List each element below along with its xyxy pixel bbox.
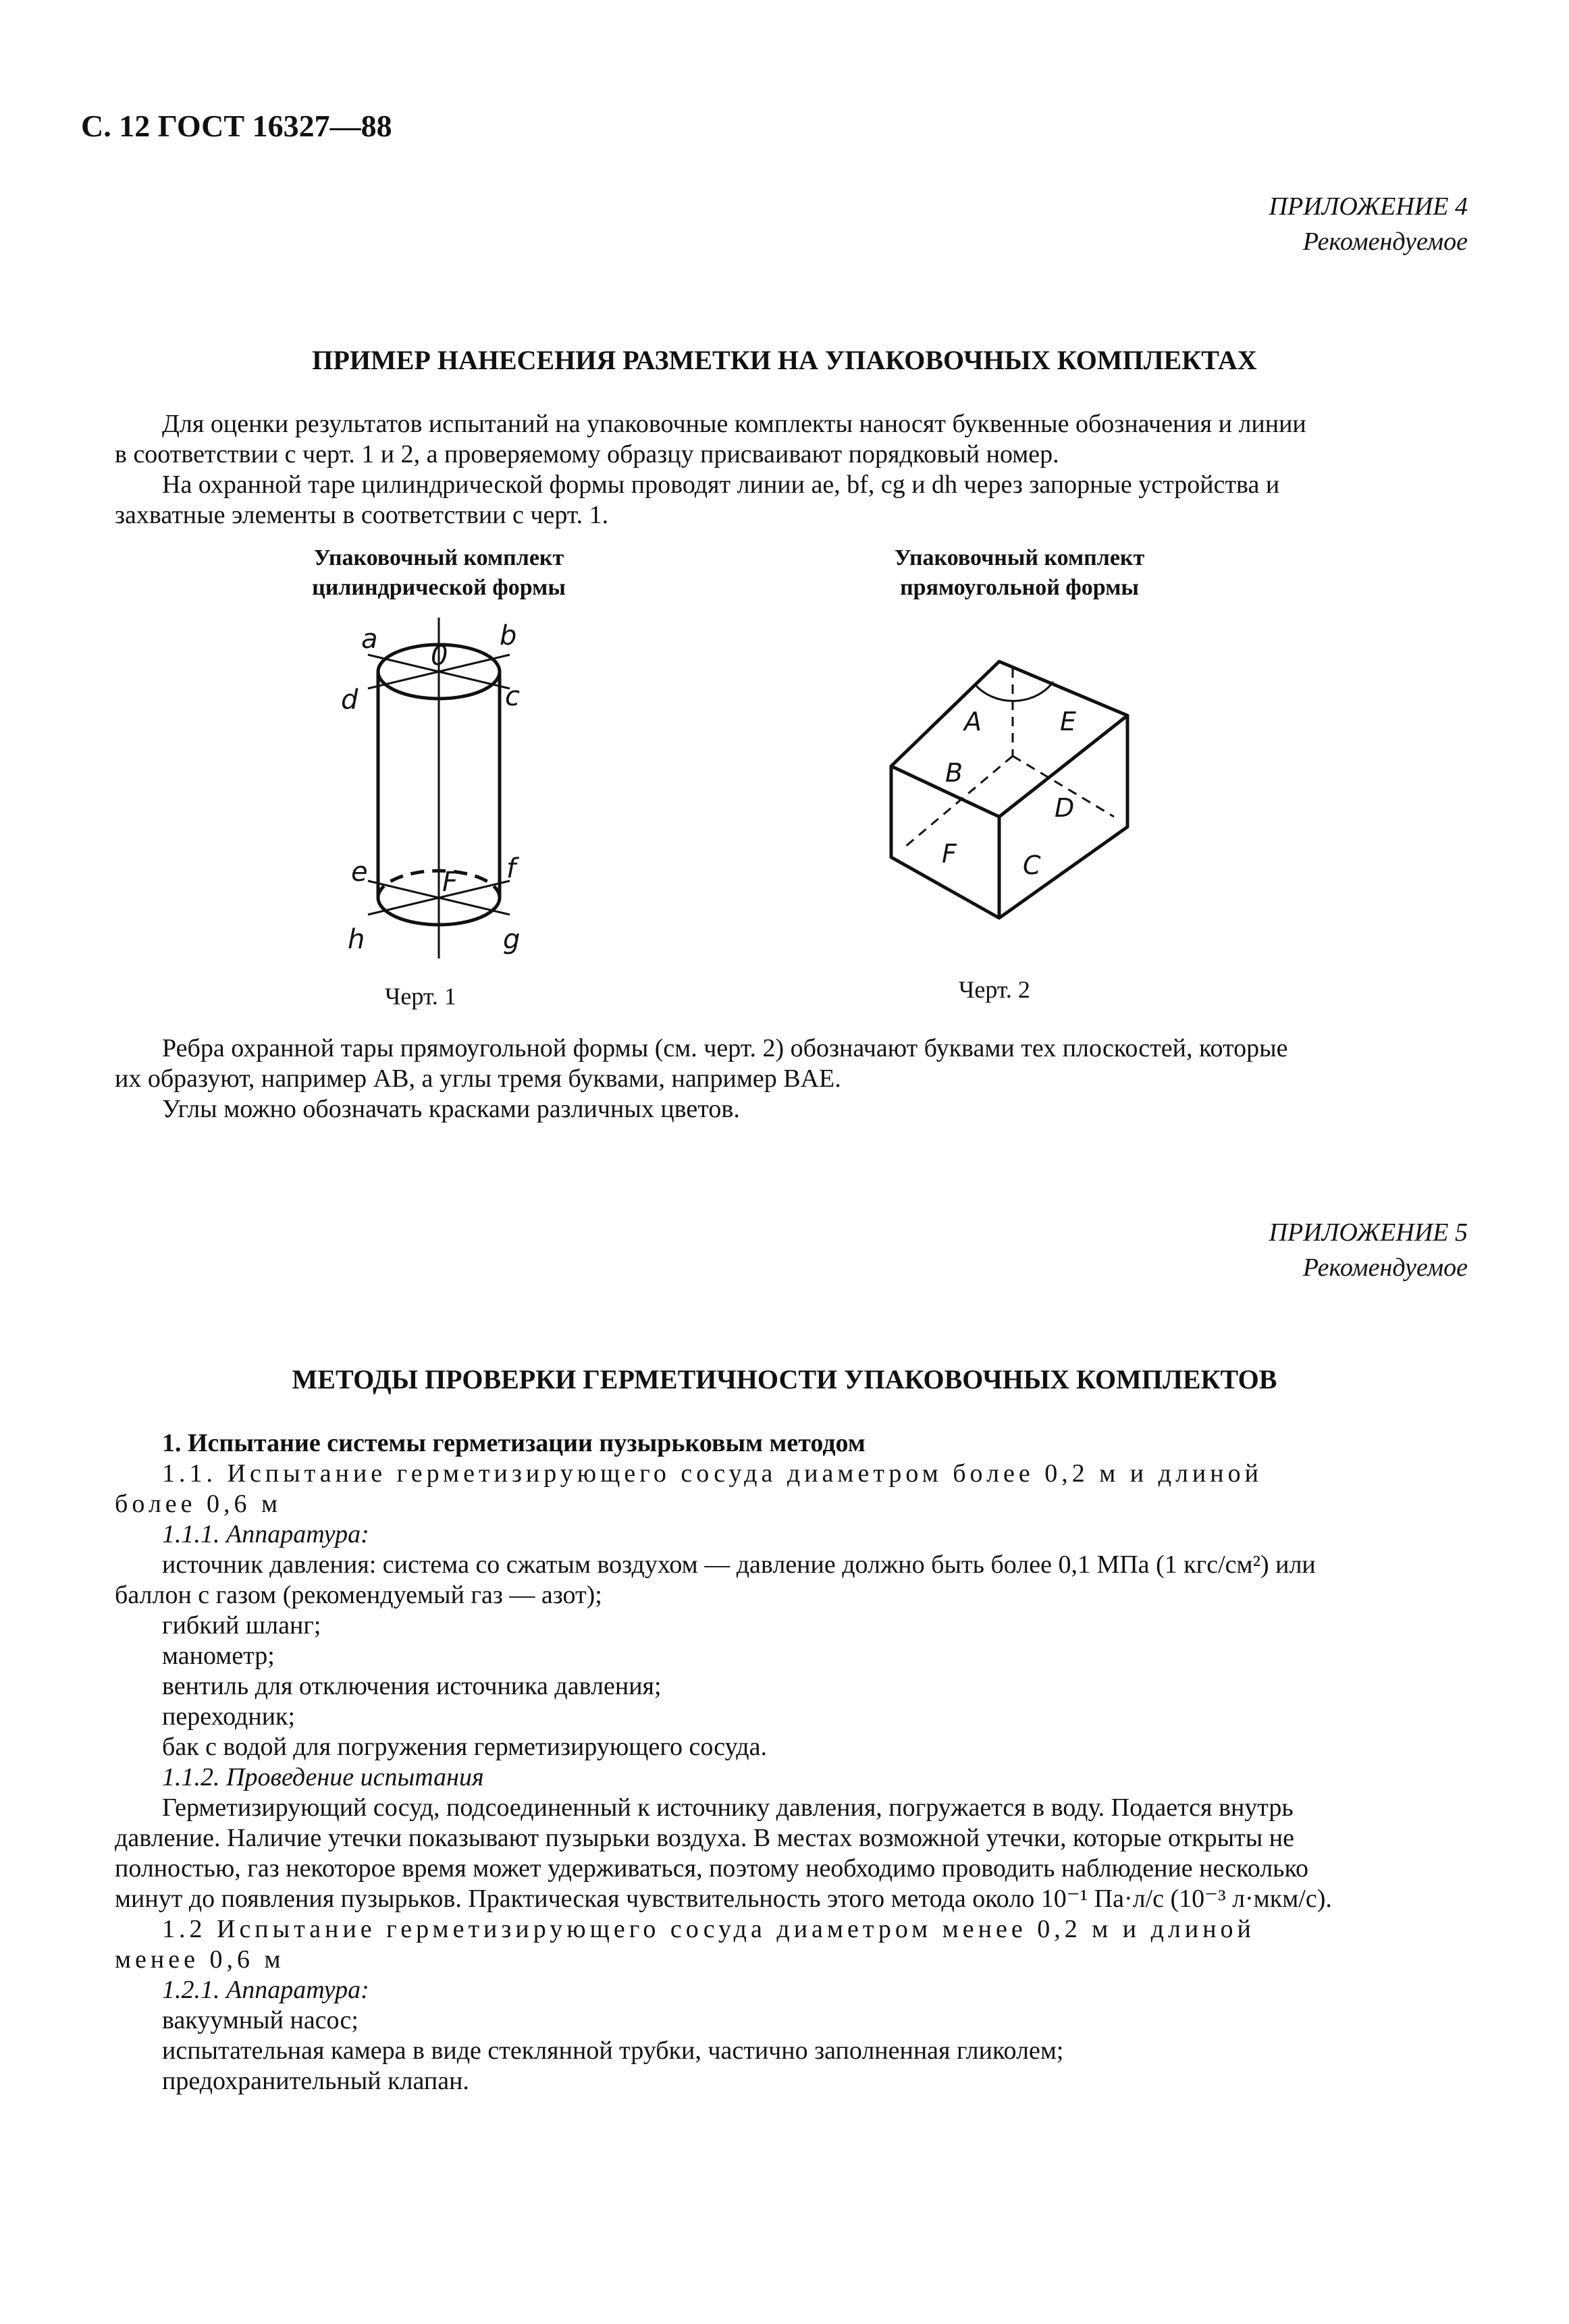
figure-2-caption [851,543,1188,603]
cylinder-drawing [304,607,574,972]
figure-2-label: Черт. 2 [959,976,1030,1003]
label-c: c [505,681,520,712]
face-label-A: A [964,707,982,736]
paragraph-2-line-1: На охранной таре цилиндрической формы проводят линии ae, bf, cg и dh через запорные устройства и [162,470,1280,499]
face-label-E: E [1060,707,1077,736]
paragraph-4: Углы можно обозначать красками различных цветов. [162,1095,740,1123]
figure-1-caption [270,543,608,603]
section-1-2-heading-line-1: 1.2 Испытание герметизирующего сосуда диаметром менее 0,2 м и длиной [162,1915,1255,1943]
section-1-heading: 1. Испытание системы герметизации пузырьковым методом [162,1429,866,1457]
label-g: g [503,924,521,955]
appendix-5-heading [1269,1215,1468,1285]
face-label-F: F [942,839,957,869]
equipment-2-line-1: вакуумный насос; [162,2006,358,2034]
procedure-line-4: минут до появления пузырьков. Практическая чувствительность этого метода около 10⁻¹ Па·л/с (10⁻³ л·мкм/с). [115,1885,1332,1913]
box-drawing [864,641,1161,938]
label-F: F [442,867,458,898]
equipment-line-1: источник давления: система со сжатым воздухом — давление должно быть более 0,1 МПа (1 кгс/см²) или [162,1550,1316,1579]
paragraph-1-line-1: Для оценки результатов испытаний на упаковочные комплекты наносят буквенные обозначения и линии [162,410,1306,438]
appendix-4-label: ПРИЛОЖЕНИЕ 4 [1269,192,1468,221]
appendix-4-title: ПРИМЕР НАНЕСЕНИЯ РАЗМЕТКИ НА УПАКОВОЧНЫХ КОМПЛЕКТАХ [312,345,1257,375]
label-f: f [506,853,516,884]
section-1-2-heading-line-2: менее 0,6 м [115,1945,285,1974]
section-1-1-heading-line-1: 1.1. Испытание герметизирующего сосуда диаметром более 0,2 м и длиной [162,1459,1262,1488]
procedure-line-1: Герметизирующий сосуд, подсоединенный к источнику давления, погружается в воду. Подается внутрь [162,1793,1294,1822]
section-1-2-1-heading: 1.2.1. Аппаратура: [162,1976,369,2004]
appendix-4-status: Рекомендуемое [1302,227,1468,256]
figure-1-label: Черт. 1 [385,983,456,1010]
figure-1-caption-line-1: Упаковочный комплект [313,545,564,570]
equipment-line-1-continued: баллон с газом (рекомендуемый газ — азот); [115,1581,602,1609]
appendix-4-heading [1269,189,1468,259]
appendix-5-title: МЕТОДЫ ПРОВЕРКИ ГЕРМЕТИЧНОСТИ УПАКОВОЧНЫХ КОМПЛЕКТОВ [292,1364,1277,1395]
figure-2-caption-line-1: Упаковочный комплект [894,545,1145,570]
corner-arc [976,682,1053,701]
face-label-D: D [1055,793,1075,823]
section-1-1-heading-line-2: более 0,6 м [115,1490,282,1518]
equipment-line-4: вентиль для отключения источника давления; [162,1672,662,1700]
figure-1-caption-line-2: цилиндрической формы [312,575,566,600]
face-label-B: B [945,758,963,788]
equipment-line-2: гибкий шланг; [162,1611,321,1640]
page-header: С. 12 ГОСТ 16327—88 [81,109,392,143]
equipment-line-5: переходник; [162,1702,296,1731]
label-d: d [341,684,358,715]
equipment-2-line-2: испытательная камера в виде стеклянной трубки, частично заполненная гликолем; [162,2036,1064,2065]
procedure-line-2: давление. Наличие утечки показывают пузырьки воздуха. В местах возможной утечки, которые открыты не [115,1824,1294,1852]
label-a: a [361,624,378,655]
paragraph-2-line-2: захватные элементы в соответствии с черт. 1. [115,501,609,529]
label-b: b [500,620,517,651]
paragraph-1-line-2: в соответствии с черт. 1 и 2, а проверяемому образцу присваивают порядковый номер. [115,440,1059,468]
appendix-5-status: Рекомендуемое [1302,1253,1468,1282]
figure-2-caption-line-2: прямоугольной формы [900,575,1139,600]
section-1-1-2-heading: 1.1.2. Проведение испытания [162,1763,484,1791]
procedure-line-3: полностью, газ некоторое время может удерживаться, поэтому необходимо проводить наблюдение несколько [115,1854,1309,1883]
appendix-5-label: ПРИЛОЖЕНИЕ 5 [1269,1218,1468,1247]
equipment-line-6: бак с водой для погружения герметизирующего сосуда. [162,1733,767,1761]
equipment-2-line-3: предохранительный клапан. [162,2067,469,2095]
equipment-line-3: манометр; [162,1642,275,1670]
label-h: h [348,924,365,955]
label-e: e [351,857,368,888]
paragraph-3-line-2: их образуют, например AB, а углы тремя буквами, например BAE. [115,1064,841,1093]
face-label-C: C [1023,850,1041,880]
label-0: 0 [431,641,448,672]
paragraph-3-line-1: Ребра охранной тары прямоугольной формы (см. черт. 2) обозначают буквами тех плоскостей, которые [162,1034,1288,1062]
section-1-1-1-heading: 1.1.1. Аппаратура: [162,1520,369,1548]
